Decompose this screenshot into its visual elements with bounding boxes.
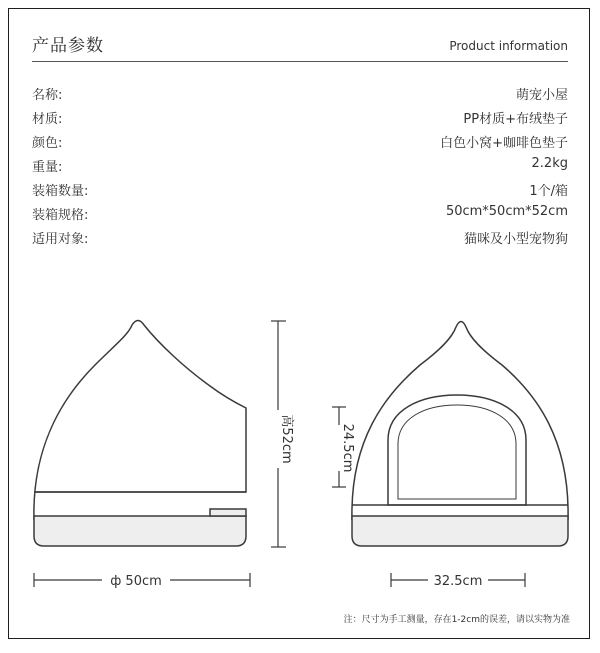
side-view-body bbox=[34, 321, 246, 521]
spec-label: 适用对象: bbox=[32, 232, 89, 247]
product-diagram bbox=[0, 300, 600, 610]
spec-label: 颜色: bbox=[32, 136, 63, 151]
front-view-opening-inner bbox=[398, 405, 516, 499]
side-view-ledge bbox=[210, 509, 246, 516]
spec-label: 装箱数量: bbox=[32, 184, 89, 199]
spec-row-package-size bbox=[32, 204, 568, 226]
spec-row-weight bbox=[32, 156, 568, 178]
spec-value: PP材质+布绒垫子 bbox=[463, 112, 568, 127]
opening-width-label: 32.5cm bbox=[433, 574, 483, 589]
spec-label: 材质: bbox=[32, 112, 63, 127]
height-label: 高52cm bbox=[279, 414, 294, 464]
spec-label: 名称: bbox=[32, 88, 63, 103]
header-divider bbox=[32, 61, 568, 62]
spec-value: 1个/箱 bbox=[529, 184, 568, 199]
page-title: 产品参数 bbox=[32, 36, 104, 56]
front-view-base bbox=[352, 516, 568, 546]
spec-row-color bbox=[32, 132, 568, 154]
opening-height-label: 24.5cm bbox=[340, 423, 355, 473]
diameter-label: ф 50cm bbox=[110, 574, 162, 589]
front-view-opening-outer bbox=[388, 395, 526, 505]
side-view bbox=[34, 321, 286, 588]
page-subtitle: Product information bbox=[449, 39, 568, 53]
spec-row-material bbox=[32, 108, 568, 130]
spec-value: 萌宠小屋 bbox=[515, 88, 568, 103]
spec-label: 装箱规格: bbox=[32, 208, 89, 223]
front-view-body bbox=[352, 322, 568, 521]
measurement-note: 注：尺寸为手工测量，存在1-2cm的误差，请以实物为准 bbox=[343, 615, 570, 625]
spec-value: 白色小窝+咖啡色垫子 bbox=[440, 136, 568, 151]
side-view-base bbox=[34, 516, 246, 546]
front-view bbox=[332, 322, 568, 588]
spec-value: 2.2kg bbox=[531, 156, 568, 171]
spec-row-suitable-for bbox=[32, 228, 568, 250]
spec-value: 猫咪及小型宠物狗 bbox=[463, 232, 568, 247]
spec-label: 重量: bbox=[32, 160, 63, 175]
spec-value: 50cm*50cm*52cm bbox=[445, 204, 568, 219]
spec-row-name bbox=[32, 84, 568, 106]
spec-row-quantity bbox=[32, 180, 568, 202]
